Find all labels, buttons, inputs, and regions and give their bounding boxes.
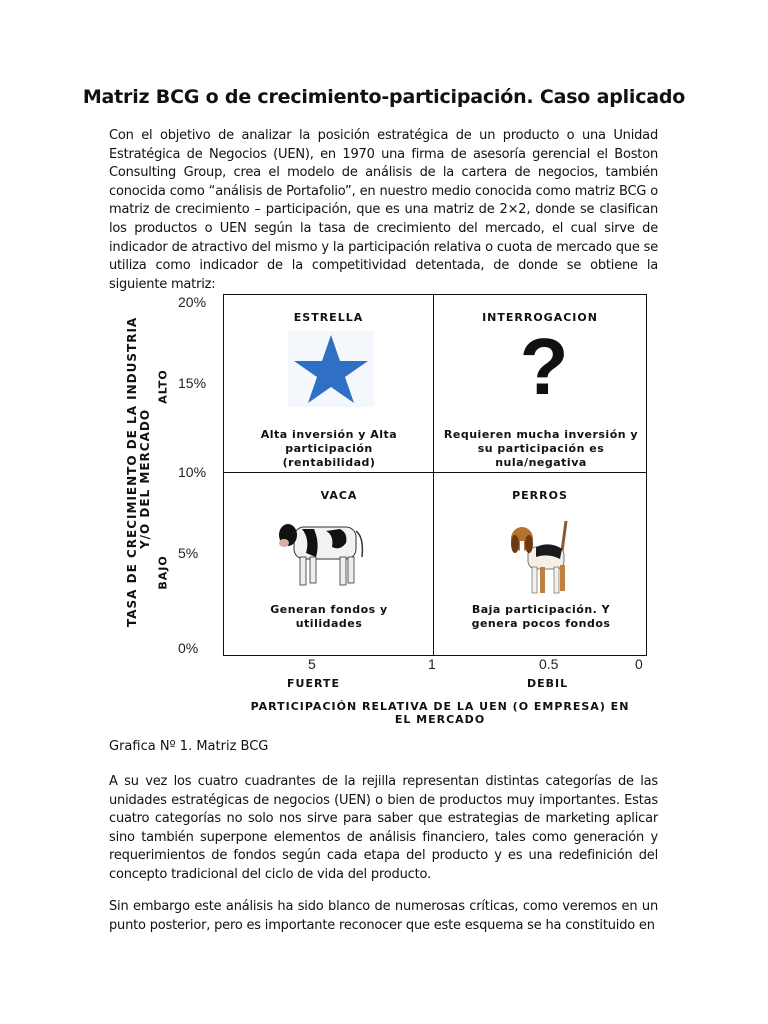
bcg-matrix: [223, 294, 647, 656]
matrix-vertical-divider: [433, 295, 434, 655]
dog-icon: [506, 517, 578, 599]
matrix-horizontal-divider: [224, 472, 646, 473]
y-axis-title-line2: Y/O DEL MERCADO: [138, 408, 152, 550]
x-tick-5: 5: [308, 656, 316, 672]
paragraph-3: Sin embargo este análisis ha sido blanco de numerosas críticas, como veremos en un punto posterior, pero es importante reconocer que este esquema se ha constituido en: [109, 899, 658, 933]
quadrant-perros-text: Baja participación. Y genera pocos fondos: [471, 603, 611, 630]
y-tick-5: 5%: [178, 545, 199, 561]
y-tick-20: 20%: [178, 294, 207, 310]
cow-icon: [276, 513, 376, 593]
y-tick-15: 15%: [178, 375, 207, 391]
figure-caption: Grafica Nº 1. Matriz BCG: [109, 739, 269, 754]
star-icon: [288, 331, 374, 407]
x-strong-label: FUERTE: [287, 677, 340, 690]
question-mark-icon: ?: [519, 322, 569, 411]
quadrant-interrogacion-title: INTERROGACION: [482, 311, 598, 324]
quadrant-perros-title: PERROS: [512, 489, 568, 502]
quadrant-interrogacion-text: Requieren mucha inversión y su participación es nula/negativa: [443, 428, 639, 469]
y-tick-0: 0%: [178, 640, 199, 656]
x-tick-0: 0: [635, 656, 643, 672]
y-high-label: ALTO: [156, 369, 170, 404]
y-axis-title: TASA DE CRECIMIENTO DE LA INDUSTRIA: [125, 316, 139, 627]
x-tick-1: 1: [428, 656, 436, 672]
x-tick-0-5: 0.5: [539, 656, 559, 672]
y-low-label: BAJO: [156, 555, 170, 590]
intro-paragraph: Con el objetivo de analizar la posición estratégica de un producto o una Unidad Estratégica de Negocios (UEN), en 1970 una firma de asesoría gerencial el Boston Consulting Group, crea el modelo de análisis de la cartera de negocios, también conocida como “análisis de Portafolio”, en nuestro medio conocida como matriz BCG o matriz de crecimiento – participación, que es una matriz de 2×2, donde se clasifican los productos o UEN según la tasa de crecimiento del mercado, el cual sirve de indicador de atractivo del mismo y la participación relativa o cuota de mercado que se utiliza como indicador de la competitividad detentada, de donde se obtiene la siguiente matriz:: [109, 128, 658, 292]
quadrant-vaca-text: Generan fondos y utilidades: [270, 603, 388, 630]
document-title: Matriz BCG o de crecimiento-participación. Caso aplicado: [82, 86, 686, 108]
y-tick-10: 10%: [178, 464, 207, 480]
quadrant-estrella-text: Alta inversión y Alta participación (rentabilidad): [260, 428, 398, 469]
x-weak-label: DEBIL: [527, 677, 569, 690]
quadrant-estrella-title: ESTRELLA: [293, 311, 364, 324]
x-axis-title: PARTICIPACIÓN RELATIVA DE LA UEN (O EMPRESA) EN EL MERCADO: [250, 700, 630, 726]
paragraph-2: A su vez los cuatro cuadrantes de la rejilla representan distintas categorías de las unidades estratégicas de negocios (UEN) o bien de productos muy importantes. Estas cuatro categorías no solo nos sirve para saber que estrategias de marketing aplicar sino también superpone elementos de análisis financiero, tales como generación y requerimientos de fondos según cada etapa del producto y es una redefinición del concepto tradicional del ciclo de vida del producto.: [109, 774, 658, 882]
quadrant-vaca-title: VACA: [320, 489, 358, 502]
